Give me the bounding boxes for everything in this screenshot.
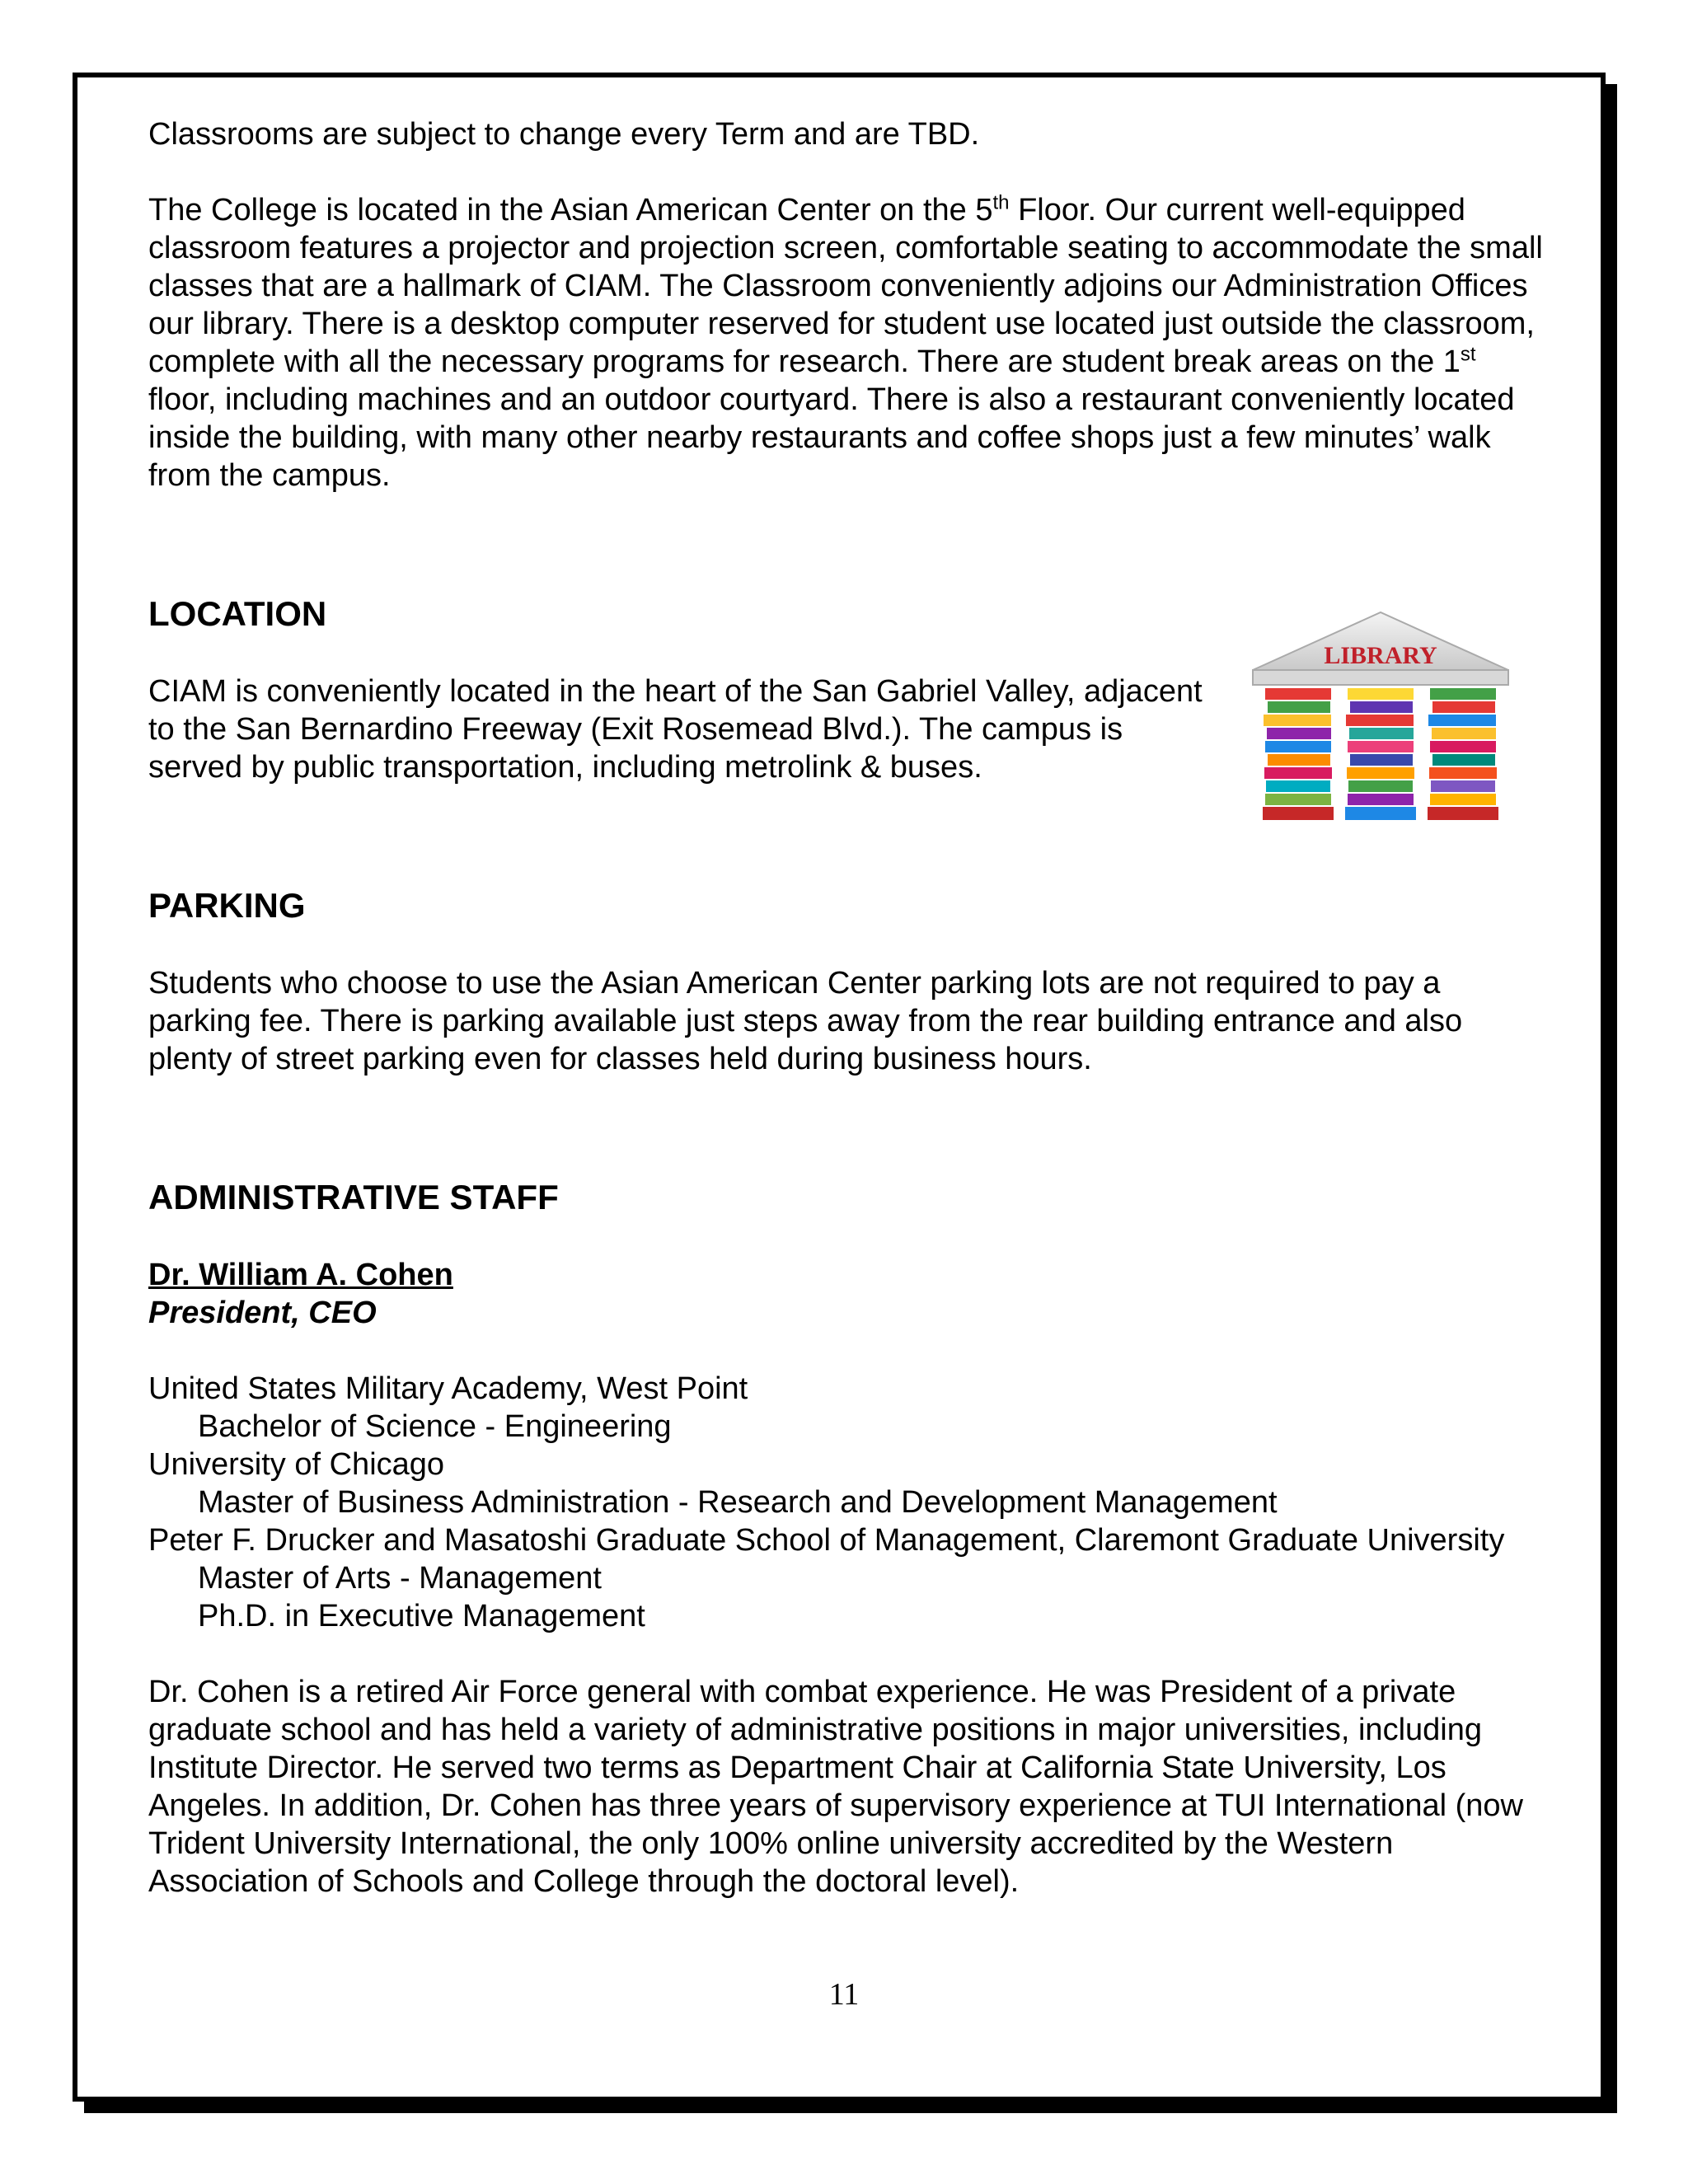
book-column-left	[1263, 688, 1334, 820]
intro-paragraph: The College is located in the Asian American Center on the 5th Floor. Our current well-equipped classroom features a projector and projection screen, comfortable seating to accommodate the small classes that are a hallmark of CIAM. The Classroom conveniently adjoins our Administration Offices our library. There is a desktop computer reserved for student use located just outside the classroom, complete with all the necessary programs for research. There are student break areas on the 1st floor, including machines and an outdoor courtyard. There is also a restaurant conveniently located inside the building, with many other nearby restaurants and coffee shops just a few minutes’ walk from the campus.	[148, 191, 1543, 493]
book-column-center	[1345, 688, 1416, 820]
parking-heading: PARKING	[148, 886, 306, 925]
education-degree: Master of Business Administration - Research and Development Management	[198, 1485, 1278, 1520]
book-column-right	[1428, 688, 1498, 820]
education-degree: Ph.D. in Executive Management	[198, 1599, 645, 1633]
parking-text: Students who choose to use the Asian American Center parking lots are not required to pay a parking fee. There is parking available just steps away from the rear building entrance and also plenty of street parking even for classes held during business hours.	[148, 966, 1463, 1076]
staff-title: President, CEO	[148, 1296, 377, 1330]
location-heading: LOCATION	[148, 594, 327, 633]
staff-heading: ADMINISTRATIVE STAFF	[148, 1178, 559, 1216]
location-text: CIAM is conveniently located in the heart of the San Gabriel Valley, adjacent to the San Bernardino Freeway (Exit Rosemead Blvd.). The campus is served by public transportation, including metrolink & buses.	[148, 674, 1203, 785]
staff-name: Dr. William A. Cohen	[148, 1258, 453, 1292]
education-school: United States Military Academy, West Point	[148, 1371, 748, 1406]
education-degree: Master of Arts - Management	[198, 1561, 602, 1596]
page-content	[148, 115, 1550, 1900]
intro-line: Classrooms are subject to change every Term and are TBD.	[148, 117, 980, 152]
svg-text:LIBRARY: LIBRARY	[1324, 642, 1437, 669]
education-degree: Bachelor of Science - Engineering	[198, 1409, 672, 1444]
education-school: University of Chicago	[148, 1447, 445, 1482]
staff-bio: Dr. Cohen is a retired Air Force general with combat experience. He was President of a private graduate school and has held a variety of administrative positions in major universities, including Institute Director. He served two terms as Department Chair at California State University, Los Angeles. In addition, Dr. Cohen has three years of supervisory experience at TUI International (now Trident University International, the only 100% online university accredited by the Western Association of Schools and College through the doctoral level).	[148, 1675, 1523, 1899]
education-school: Peter F. Drucker and Masatoshi Graduate School of Management, Claremont Graduate University	[148, 1523, 1505, 1558]
library-image	[1236, 606, 1525, 832]
page-number: 11	[828, 1977, 860, 2012]
